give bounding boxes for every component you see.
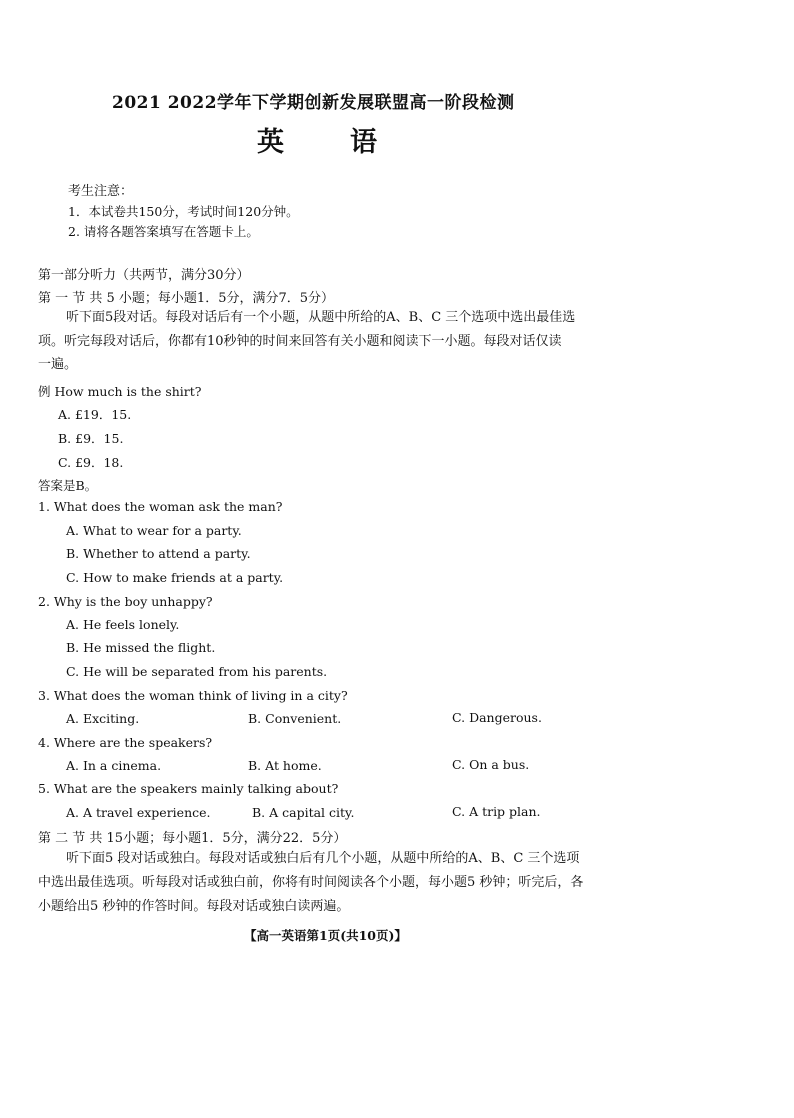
notice-item-2: 2. 请将各题答案填写在答题卡上。 xyxy=(68,224,259,239)
question-1-option-c: C. How to make friends at a party. xyxy=(66,570,284,585)
question-5: 5. What are the speakers mainly talking about? xyxy=(38,781,339,796)
subject-char-2: 语 xyxy=(350,127,377,158)
question-3-option-a: A. Exciting. xyxy=(66,711,140,726)
question-5-option-a: A. A travel experience. xyxy=(66,805,211,820)
page-footer: 【高一英语第1页(共10页)】 xyxy=(244,928,407,943)
question-5-option-b: B. A capital city. xyxy=(252,805,355,820)
question-5-option-c: C. A trip plan. xyxy=(452,804,541,819)
question-4: 4. Where are the speakers? xyxy=(38,735,213,750)
subject-char-1: 英 xyxy=(257,127,284,158)
example-answer: 答案是B。 xyxy=(38,478,98,493)
question-2-option-a: A. He feels lonely. xyxy=(66,617,180,632)
section-one-instructions-line-1: 听下面5段对话。每段对话后有一个小题，从题中所给的A、B、C 三个选项中选出最佳选 xyxy=(66,310,576,325)
exam-title: 2021 2022学年下学期创新发展联盟高一阶段检测 xyxy=(112,93,515,113)
section-two-instructions-line-1: 听下面5 段对话或独白。每段对话或独白后有几个小题，从题中所给的A、B、C 三个选项 xyxy=(66,851,580,866)
example-option-c: C. £9．18. xyxy=(58,455,124,470)
section-two-instructions-line-2: 中选出最佳选项。听每段对话或独白前，你将有时间阅读各个小题，每小题5 秒钟；听完后，各 xyxy=(38,875,584,890)
question-4-option-a: A. In a cinema. xyxy=(66,758,162,773)
part-one-heading: 第一部分听力（共两节，满分30分） xyxy=(38,268,250,283)
example-question: 例 How much is the shirt? xyxy=(38,384,202,399)
section-two-heading: 第 二 节 共 15小题；每小题1．5分，满分22．5分） xyxy=(38,831,347,846)
notice-heading: 考生注意： xyxy=(68,184,134,199)
question-3-option-c: C. Dangerous. xyxy=(452,710,542,725)
example-option-a: A. £19．15. xyxy=(58,407,132,422)
notice-item-1: 1．本试卷共150分，考试时间120分钟。 xyxy=(68,204,299,219)
question-2-option-c: C. He will be separated from his parents. xyxy=(66,664,328,679)
question-2: 2. Why is the boy unhappy? xyxy=(38,594,213,609)
question-1-option-a: A. What to wear for a party. xyxy=(66,523,242,538)
question-4-option-c: C. On a bus. xyxy=(452,757,530,772)
section-two-instructions-line-3: 小题给出5 秒钟的作答时间。每段对话或独白读两遍。 xyxy=(38,899,350,914)
question-3-option-b: B. Convenient. xyxy=(248,711,342,726)
question-3: 3. What does the woman think of living in a city? xyxy=(38,688,348,703)
question-2-option-b: B. He missed the flight. xyxy=(66,640,216,655)
question-1-option-b: B. Whether to attend a party. xyxy=(66,546,251,561)
section-one-heading: 第 一 节 共 5 小题；每小题1．5分，满分7．5分） xyxy=(38,291,335,306)
example-option-b: B. £9．15. xyxy=(58,431,124,446)
question-1: 1. What does the woman ask the man? xyxy=(38,499,283,514)
section-one-instructions-line-3: 一遍。 xyxy=(38,357,78,372)
section-one-instructions-line-2: 项。听完每段对话后，你都有10秒钟的时间来回答有关小题和阅读下一小题。每段对话仅读 xyxy=(38,334,562,349)
question-4-option-b: B. At home. xyxy=(248,758,322,773)
